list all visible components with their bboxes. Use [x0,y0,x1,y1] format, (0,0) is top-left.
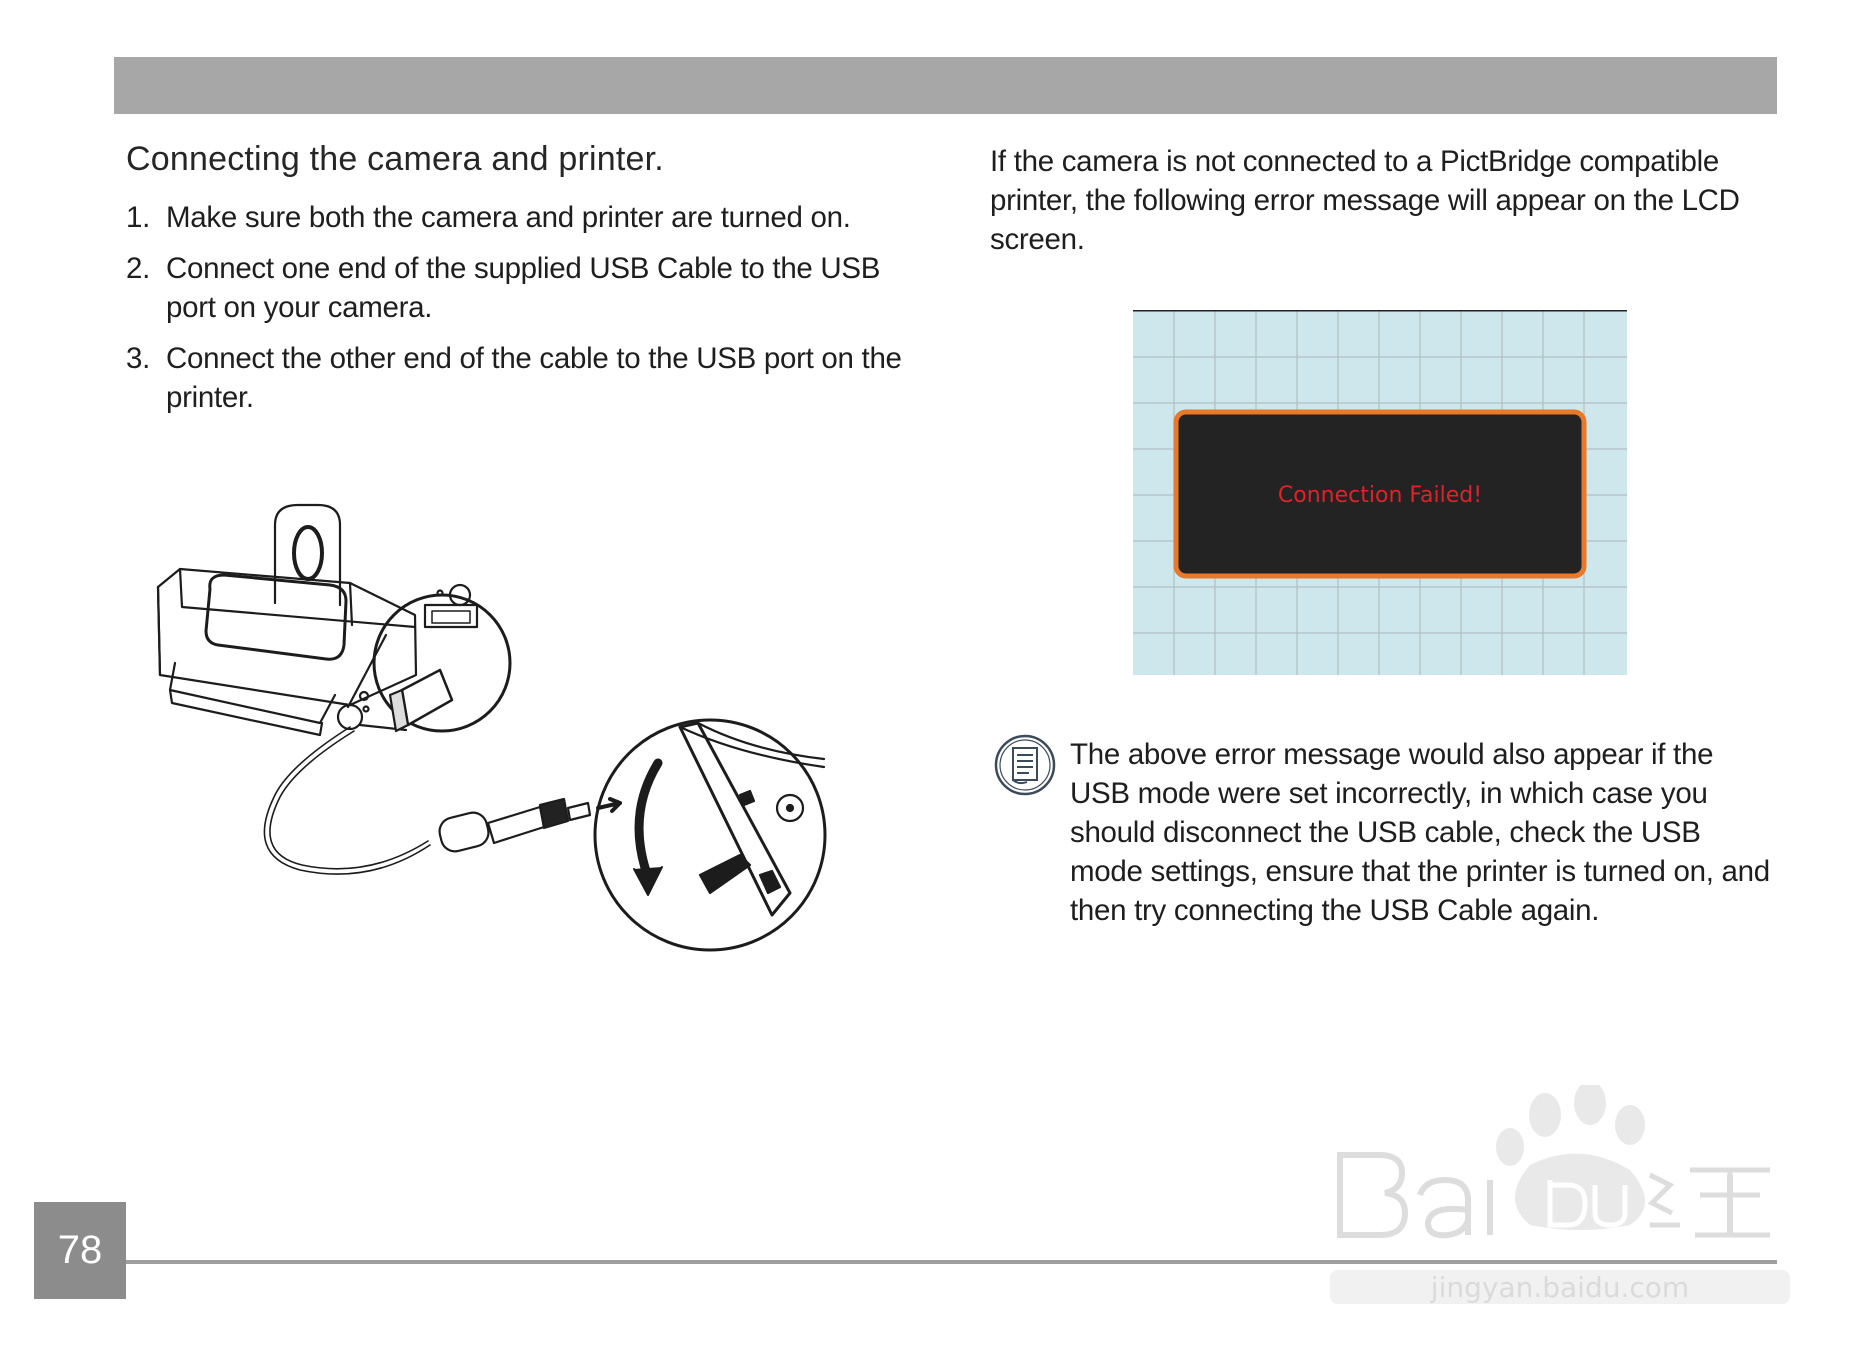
step-number: 1. [126,201,151,234]
lcd-error-message: Connection Failed! [1277,483,1483,508]
section-heading: Connecting the camera and printer. [126,140,664,178]
step-number: 3. [126,342,151,375]
printer-camera-illustration [140,495,840,965]
note-text: The above error message would also appear if the USB mode were set incorrectly, in which case you should disconnect the USB cable, check the USB mode settings, ensure that the printer is turned on, and then try connecting the USB Cable again. [1070,738,1770,927]
step-item [126,198,916,237]
watermark-url: jingyan.baidu.com [1430,1271,1690,1304]
step-text: Connect one end of the supplied USB Cable to the USB port on your camera. [166,252,881,324]
intro-paragraph: If the camera is not connected to a PictBridge compatible printer, the following error message will appear on the LCD screen. [990,145,1740,256]
steps-list [126,198,916,429]
note-icon [993,733,1057,797]
step-text: Make sure both the camera and printer are turned on. [166,201,851,234]
page-number: 78 [34,1202,126,1299]
header-bar [114,57,1777,114]
baidu-watermark-logo [1330,1085,1790,1310]
step-item [126,339,916,417]
lcd-screen [1133,310,1627,675]
step-text: Connect the other end of the cable to the USB port on the printer. [166,342,902,414]
step-item [126,249,916,327]
step-number: 2. [126,252,151,285]
